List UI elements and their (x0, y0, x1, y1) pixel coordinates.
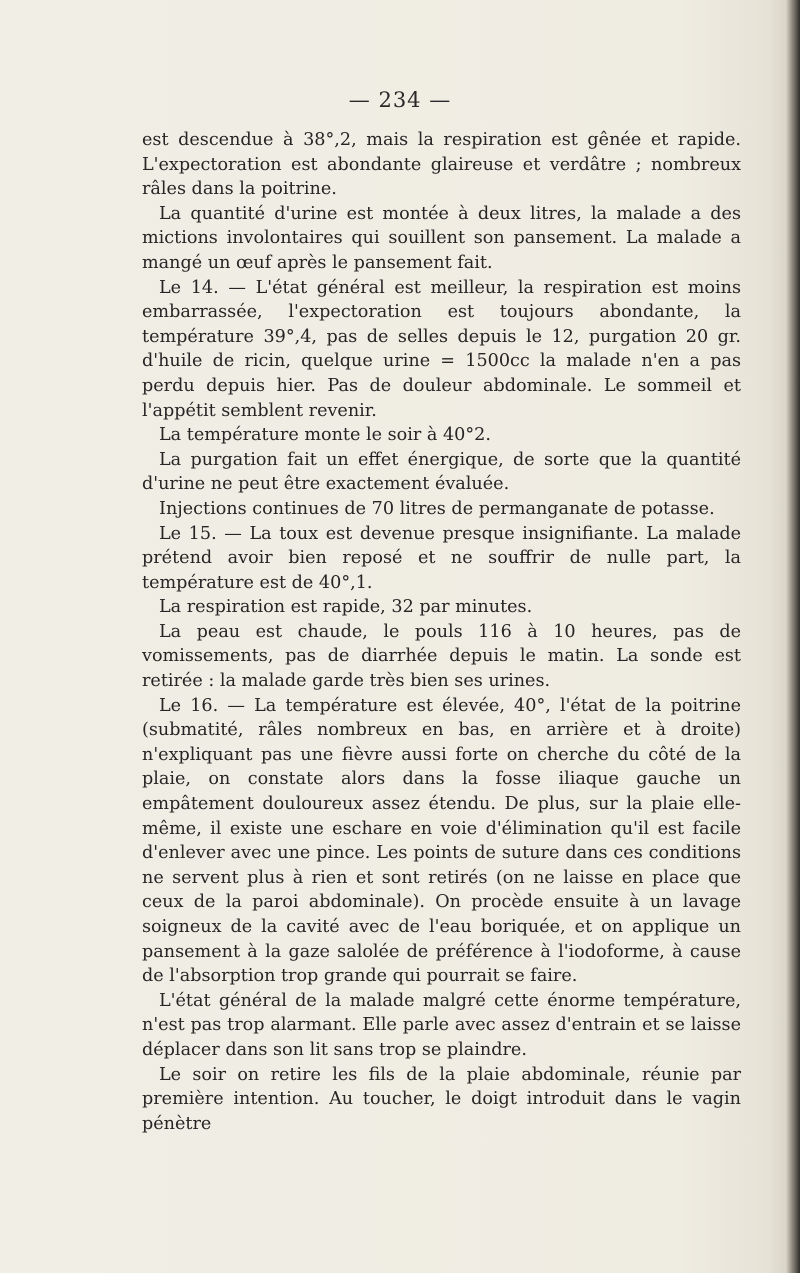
paragraph-4: La température monte le soir à 40°2. (159, 425, 491, 446)
paragraph-9: La peau est chaude, le pouls 116 à 10 heures, pas de vomissements, pas de diarrhée depuis le matin. La sonde est retirée : la malade garde très bien ses urines. (142, 621, 741, 692)
page-edge-shadow (786, 0, 800, 1273)
page-number: — 234 — (348, 88, 452, 112)
body-text (142, 128, 741, 1136)
paragraph-11: L'état général de la malade malgré cette énorme température, n'est pas trop alarmant. Elle parle avec assez d'entrain et se laisse déplacer dans son lit sans trop se plaindre. (142, 990, 741, 1060)
paragraph-10: Le 16. — La température est élevée, 40°, l'état de la poitrine (submatité, râles nombreux en bas, en arrière et à droite) n'expliquant pas une fièvre aussi forte on cherche du côté de la plaie, on constate alors dans la fosse iliaque gauche un empâtement douloureux assez étendu. De plus, sur la plaie elle-même, il existe une eschare en voie d'élimination qu'il est facile d'enlever avec une pince. Les points de suture dans ces conditions ne servent plus à rien et sont retirés (on ne laisse en place que ceux de la paroi abdominale). On procède ensuite à un lavage soigneux de la cavité avec de l'eau boriquée, et on applique un pansement à la gaze salolée de préférence à l'iodoforme, à cause de l'absorption trop grande qui pourrait se faire. (142, 695, 741, 987)
paragraph-3: Le 14. — L'état général est meilleur, la respiration est moins embarrassée, l'expectoration est toujours abondante, la température 39°,4, pas de selles depuis le 12, purgation 20 gr. d'huile de ricin, quelque urine = 1500cc la malade n'en a pas perdu depuis hier. Pas de douleur abdominale. Le sommeil et l'appétit semblent revenir. (142, 277, 741, 421)
paragraph-6: Injections continues de 70 litres de permanganate de potasse. (159, 498, 715, 519)
paragraph-2: La quantité d'urine est montée à deux litres, la malade a des mictions involontaires qui souillent son pansement. La malade a mangé un œuf après le pansement fait. (142, 203, 741, 273)
paragraph-8: La respiration est rapide, 32 par minutes. (159, 597, 533, 618)
paragraph-1: est descendue à 38°,2, mais la respiration est gênée et rapide. L'expectoration est abondante glaireuse et verdâtre ; nombreux râles dans la poitrine. (142, 130, 741, 200)
paragraph-5: La purgation fait un effet énergique, de sorte que la quantité d'urine ne peut être exactement évaluée. (142, 449, 741, 495)
paragraph-7: Le 15. — La toux est devenue presque insignifiante. La malade prétend avoir bien reposé et ne souffrir de nulle part, la température est de 40°,1. (142, 523, 741, 593)
paragraph-12: Le soir on retire les fils de la plaie abdominale, réunie par première intention. Au toucher, le doigt introduit dans le vagin pénètre (142, 1064, 741, 1134)
